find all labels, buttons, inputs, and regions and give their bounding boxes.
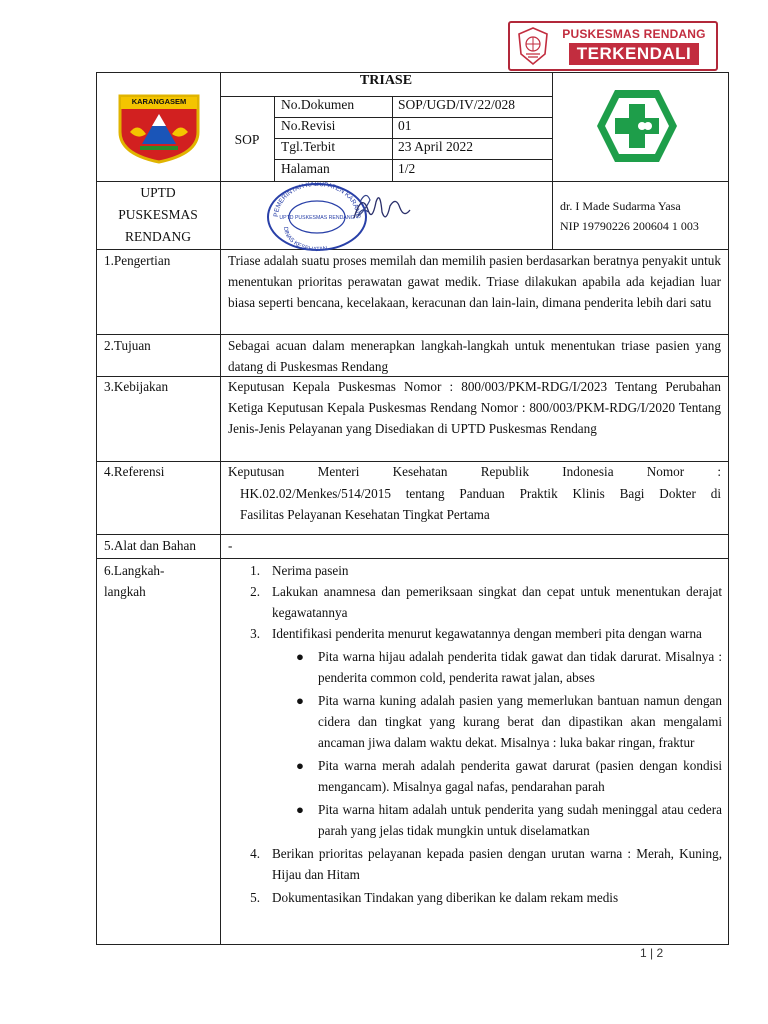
list-item — [228, 560, 722, 581]
step-number: 1. — [250, 563, 260, 578]
controlled-stamp — [508, 21, 718, 71]
svg-text:PEMERINTAH KABUPATEN KARANGASE — [262, 182, 361, 219]
signer-nip: NIP 19790226 200604 1 003 — [560, 219, 699, 233]
bullet-icon: ● — [296, 802, 304, 817]
label-alat: 5.Alat dan Bahan — [104, 538, 196, 553]
stamp-line1: PUSKESMAS RENDANG — [562, 27, 706, 41]
stamp-line2: TERKENDALI — [569, 43, 700, 65]
content-referensi — [228, 461, 721, 526]
signature — [352, 188, 412, 228]
meta-value-no-dokumen: SOP/UGD/IV/22/028 — [398, 97, 516, 112]
list-item — [228, 887, 722, 908]
label-langkah-line2: langkah — [104, 584, 146, 599]
bullet-icon: ● — [296, 758, 304, 773]
content-alat: - — [228, 538, 233, 553]
puskesmas-cross-icon — [595, 88, 679, 164]
label-langkah-line1: 6.Langkah- — [104, 563, 165, 578]
list-item — [272, 755, 722, 797]
label-referensi: 4.Referensi — [104, 464, 165, 479]
step-text: Nerima pasein — [272, 563, 349, 578]
label-pengertian: 1.Pengertian — [104, 253, 171, 268]
meta-label-no-dokumen: No.Dokumen — [281, 97, 355, 112]
list-item — [228, 581, 722, 623]
page-number: 1 | 2 — [640, 946, 664, 960]
referensi-line1: Keputusan Menteri Kesehatan Republik Indonesia Nomor : — [228, 464, 721, 479]
label-tujuan: 2.Tujuan — [104, 338, 151, 353]
step-number: 2. — [250, 584, 260, 599]
referensi-line2: HK.02.02/Menkes/514/2015 tentang Panduan Praktik Klinis Bagi Dokter di — [240, 485, 721, 501]
content-kebijakan: Keputusan Kepala Puskesmas Nomor : 800/003/PKM-RDG/I/2023 Tentang Perubahan Ketiga Keputusan Kepala Puskesmas Rendang Nomor : 800/003/PKM-RDG/I/2020 Tentang Jenis-Jenis Pelayanan yang Disediakan di UPTD Puskesmas Rendang — [228, 379, 721, 436]
step-number: 5. — [250, 890, 260, 905]
document-title: TRIASE — [359, 73, 413, 88]
meta-label-tgl-terbit: Tgl.Terbit — [281, 139, 336, 154]
unit-line1: UPTD — [140, 185, 176, 200]
svg-text:DINAS KESEHATAN — [282, 226, 328, 252]
list-item — [228, 843, 722, 885]
bullet-icon: ● — [296, 649, 304, 664]
langkah-steps — [228, 560, 722, 908]
list-item — [228, 623, 722, 644]
logo-label: KARANGASEM — [131, 97, 187, 106]
bullet-text: Pita warna merah adalah penderita gawat darurat (pasien dengan kondisi mengancam). Misalnya gagal nafas, pendarahan parah — [318, 758, 722, 794]
label-kebijakan: 3.Kebijakan — [104, 379, 169, 394]
meta-value-no-revisi: 01 — [398, 118, 412, 133]
karangasem-logo — [116, 92, 202, 164]
meta-label-halaman: Halaman — [281, 161, 330, 176]
meta-value-tgl-terbit: 23 April 2022 — [398, 139, 474, 154]
step-text: Dokumentasikan Tindakan yang diberikan ke dalam rekam medis — [272, 890, 619, 905]
referensi-line3: Fasilitas Pelayanan Kesehatan Tingkat Pertama — [240, 507, 490, 522]
step-text: Identifikasi penderita menurut kegawatannya dengan memberi pita dengan warna — [272, 626, 702, 641]
content-pengertian: Triase adalah suatu proses memilah dan memilih pasien berdasarkan beratnya penyakit untuk menentukan prioritas perawatan gawat medik. Triase dilakukan apabila ada kejadian luar biasa seperti bencana, kecelakaan, keracunan dan lain-lain, dimana penderita lebih dari satu — [228, 253, 721, 310]
seal-outer-text: PEMERINTAH KABUPATEN KARANG — [272, 182, 362, 219]
step-number: 3. — [250, 626, 260, 641]
signer-name: dr. I Made Sudarma Yasa — [560, 199, 681, 213]
step-text: Lakukan anamnesa dan pemeriksaan singkat dan cepat untuk menentukan derajat kegawatannya — [272, 584, 722, 620]
bullet-icon: ● — [296, 693, 304, 708]
meta-label-no-revisi: No.Revisi — [281, 118, 336, 133]
unit-line3: RENDANG — [125, 229, 191, 244]
bullet-text: Pita warna kuning adalah pasien yang memerlukan bantuan namun dengan cidera dan tingkat yang kurang berat dan dipastikan akan mengalami ancaman jiwa dalam waktu dekat. Misalnya : luka bakar ringan, fraktur — [318, 693, 722, 750]
signer-block — [560, 196, 699, 236]
list-item — [272, 690, 722, 753]
bullet-text: Pita warna hitam adalah untuk penderita yang sudah meninggal atau cedera parah yang jelas tidak mungkin untuk diselamatkan — [318, 802, 722, 838]
list-item — [272, 799, 722, 841]
label-langkah — [104, 560, 164, 602]
step-text: Berikan prioritas pelayanan kepada pasien dengan urutan warna : Merah, Kuning, Hijau dan Hitam — [272, 846, 722, 882]
sop-label: SOP — [234, 132, 260, 147]
meta-value-halaman: 1/2 — [398, 161, 416, 176]
list-item — [272, 646, 722, 688]
content-tujuan: Sebagai acuan dalam menerapkan langkah-langkah untuk menentukan triase pasien yang datang di Puskesmas Rendang — [228, 338, 721, 374]
seal-inner-text: UPTD PUSKESMAS RENDANG — [279, 215, 355, 221]
unit-line2: PUSKESMAS — [118, 207, 198, 222]
puskesmas-seal-icon — [514, 24, 552, 68]
step-number: 4. — [250, 846, 260, 861]
bullet-text: Pita warna hijau adalah penderita tidak gawat dan tidak darurat. Misalnya : penderita common cold, penderita rawat jalan, abses — [318, 649, 722, 685]
unit-name — [96, 182, 220, 248]
seal-bottom-text: DINAS KESEHATAN — [281, 226, 328, 252]
